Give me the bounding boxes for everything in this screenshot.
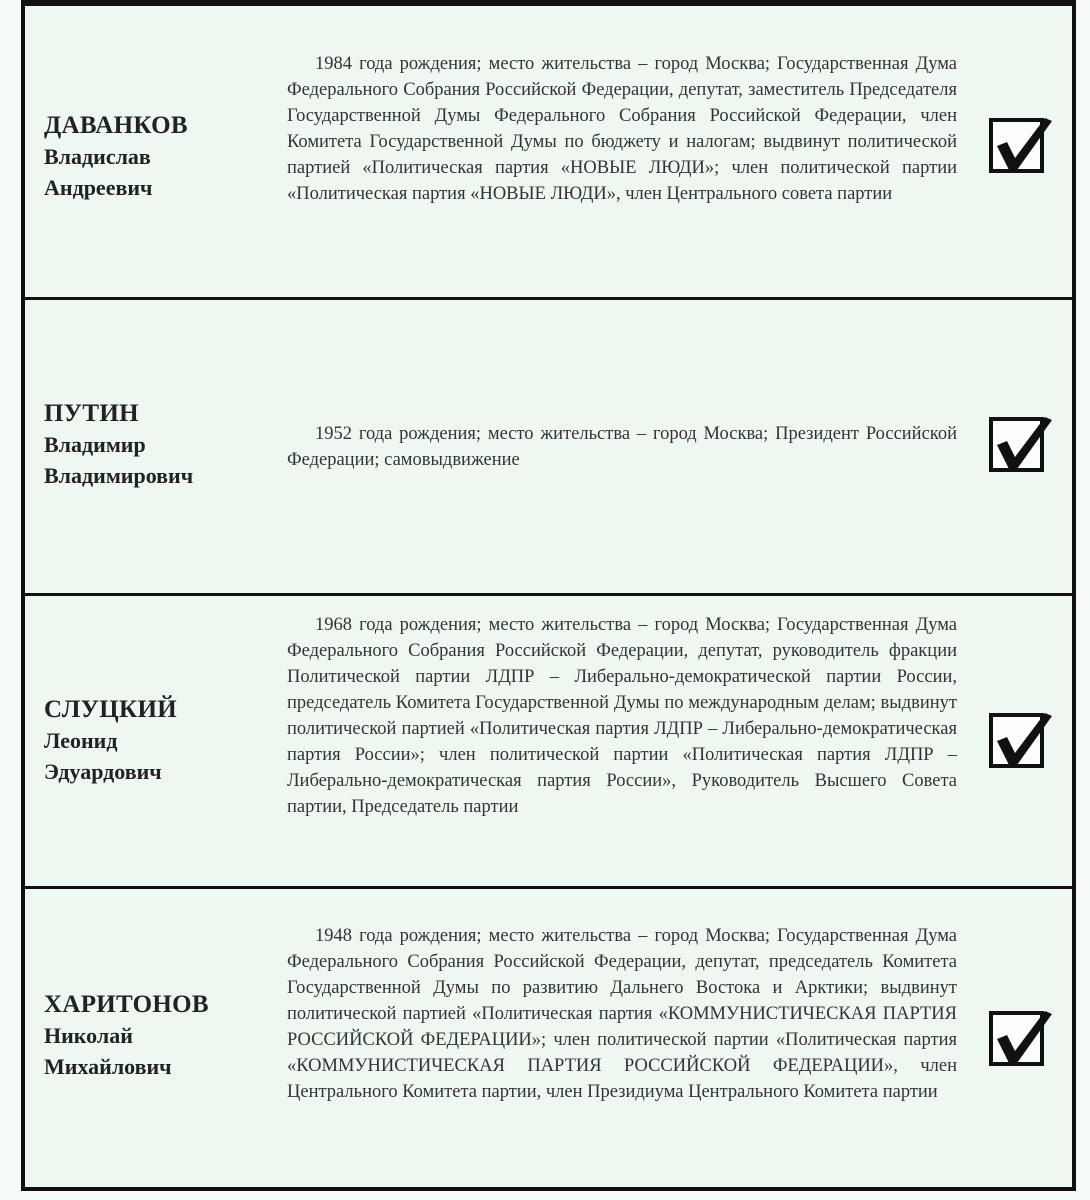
candidate-name — [44, 694, 177, 787]
candidate-first-name: Николай — [44, 1023, 133, 1048]
candidate-name — [44, 398, 193, 491]
candidate-row-slutsky — [25, 596, 1072, 889]
candidate-info: 1952 года рождения; место жительства – город Москва; Президент Российской Федерации; самовыдвижение — [287, 424, 957, 470]
candidate-surname: СЛУЦКИЙ — [44, 696, 177, 723]
candidate-row-kharitonov — [25, 889, 1072, 1185]
ballot — [21, 0, 1076, 1191]
candidate-first-name: Леонид — [44, 728, 118, 753]
candidate-first-name: Владимир — [44, 432, 146, 457]
vote-checkbox[interactable] — [989, 417, 1044, 472]
candidate-surname: ХАРИТОНОВ — [44, 991, 209, 1018]
candidate-patronymic: Андреевич — [44, 175, 153, 200]
candidate-info: 1968 года рождения; место жительства – город Москва; Государственная Дума Федерального Собрания Российской Федерации, депутат, руководитель фракции Политической партии ЛДПР – Либерально-демократической партии России, председатель Комитета Государственной Думы по международным делам; выдвинут политической партией «Политическая партия ЛДПР – Либерально-демократическая партия России»; член политической партии «Политическая партия ЛДПР – Либерально-демократическая партия России», Руководитель Высшего Совета партии, Председатель партии — [287, 615, 957, 817]
candidate-name — [44, 110, 188, 203]
candidate-surname: ДАВАНКОВ — [44, 112, 188, 139]
candidate-info: 1948 года рождения; место жительства – город Москва; Государственная Дума Федерального Собрания Российской Федерации, депутат, председатель Комитета Государственной Думы по развитию Дальнего Востока и Арктики; выдвинут политической партией «Политическая партия «КОММУНИСТИЧЕСКАЯ ПАРТИЯ РОССИЙСКОЙ ФЕДЕРАЦИИ»; член политической партии «Политическая партия «КОММУНИСТИЧЕСКАЯ ПАРТИЯ РОССИЙСКОЙ ФЕДЕРАЦИИ», член Центрального Комитета партии, член Президиума Центрального Комитета партии — [287, 926, 957, 1102]
candidate-patronymic: Михайлович — [44, 1054, 172, 1079]
candidate-row-davankov — [25, 6, 1072, 300]
checkmark-icon — [991, 411, 1055, 475]
vote-checkbox[interactable] — [989, 1011, 1044, 1066]
checkmark-icon — [991, 707, 1055, 771]
candidate-surname: ПУТИН — [44, 400, 139, 427]
candidate-first-name: Владислав — [44, 144, 151, 169]
vote-checkbox[interactable] — [989, 713, 1044, 768]
candidate-name — [44, 989, 209, 1082]
candidate-patronymic: Владимирович — [44, 463, 194, 488]
candidate-info: 1984 года рождения; место жительства – город Москва; Государственная Дума Федерального Собрания Российской Федерации, депутат, заместитель Председателя Государственной Думы Федерального Собрания Российской Федерации, член Комитета Государственной Думы по бюджету и налогам; выдвинут политической партией «Политическая партия «НОВЫЕ ЛЮДИ»; член политической партии «Политическая партия «НОВЫЕ ЛЮДИ», член Центрального совета партии — [287, 54, 957, 204]
candidate-patronymic: Эдуардович — [44, 759, 162, 784]
checkmark-icon — [991, 1005, 1055, 1069]
checkmark-icon — [991, 112, 1055, 176]
vote-checkbox[interactable] — [989, 118, 1044, 173]
candidate-row-putin — [25, 300, 1072, 596]
